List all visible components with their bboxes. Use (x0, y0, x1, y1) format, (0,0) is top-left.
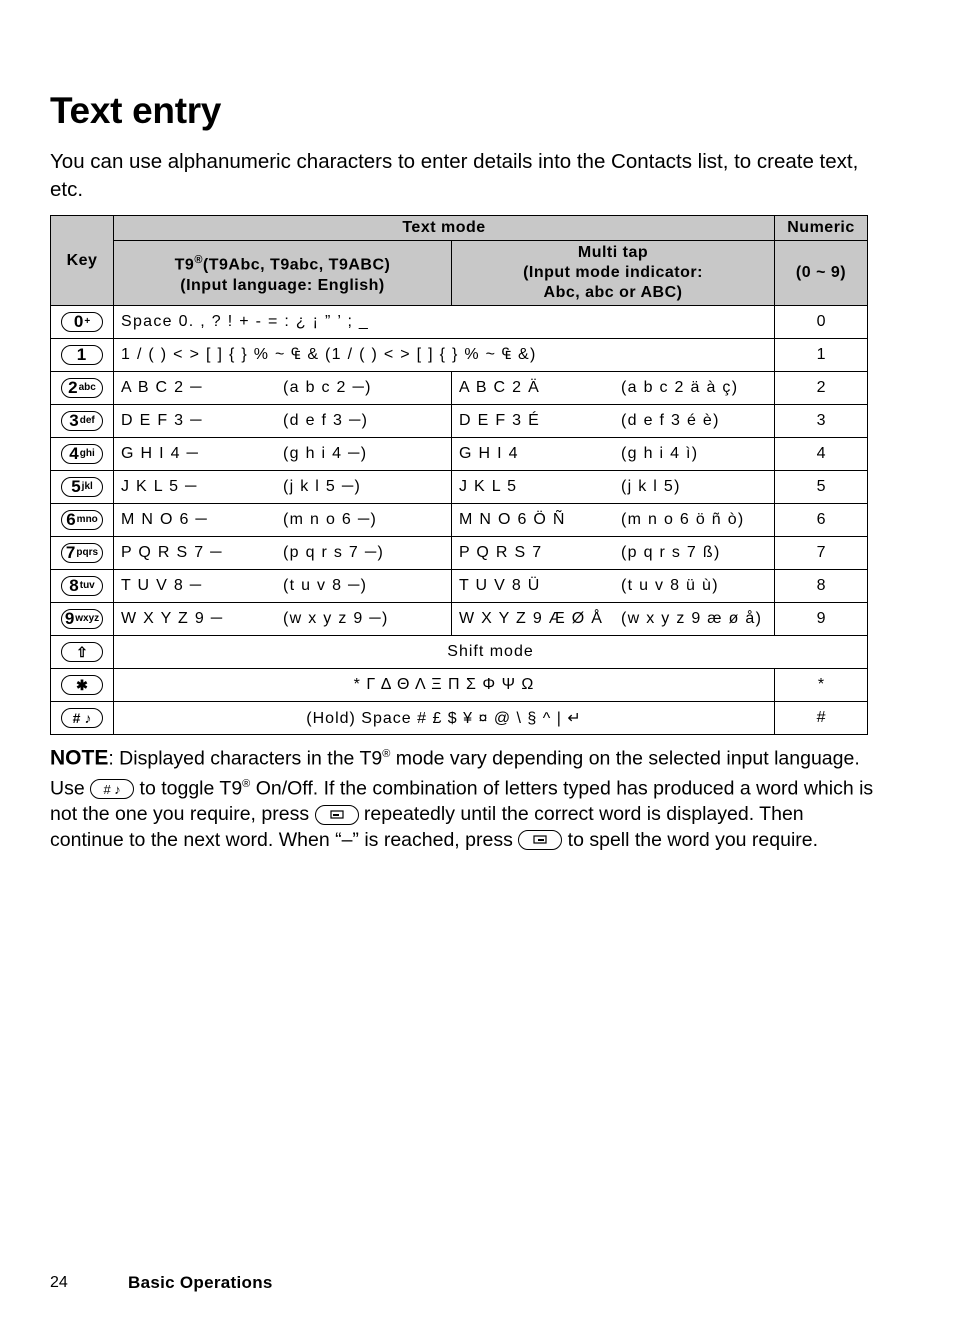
key-1-icon: 1 (61, 345, 103, 365)
key-9-icon: 9 wxyz (61, 609, 103, 629)
header-multitap: Multi tap (Input mode indicator: Abc, abc or ABC) (452, 241, 775, 306)
key-2-icon: 2 abc (61, 378, 103, 398)
intro-paragraph: You can use alphanumeric characters to enter details into the Contacts list, to create text, etc. (50, 150, 859, 201)
table-row (51, 339, 868, 372)
star-key-icon: ✱ (61, 675, 103, 695)
note-label: NOTE (50, 746, 109, 770)
key-4-icon: 4 ghi (61, 444, 103, 464)
section-title: Basic Operations (128, 1273, 273, 1292)
note-block: NOTE: Displayed characters in the T9® mode vary depending on the selected input language. Use # ♪ to toggle T9® On/Off. If the combination of letters typed has produced a word which is not the one you require, press repeatedly until the correct word is displayed. Then continue to the next word. When “–” is reached, press to spell the word you require. (50, 746, 874, 851)
page-title: Text entry (50, 90, 222, 131)
table-row (51, 636, 868, 669)
softkey-icon (518, 830, 562, 850)
row-0-numeric: 0 (775, 306, 868, 339)
hash-row-chars: (Hold) Space # £ $ ¥ ¤ @ \ § ^ | ↵ (114, 702, 775, 735)
table-row: 8 tuv T U V 8 ─ (t u v 8 ─) T U V 8 Ü (t u v 8 ü ù) 8 (51, 570, 868, 603)
row-1-chars: 1 / ( ) < > [ ] { } % ~ ₠ & (1 / ( ) < > [ ] { } % ~ ₠ &) (114, 339, 775, 372)
softkey-icon (315, 805, 359, 825)
header-t9: T9®(T9Abc, T9abc, T9ABC) (Input language: English) (114, 241, 452, 306)
table-row: 2 abc A B C 2 ─ (a b c 2 ─) A B C 2 Ä (a b c 2 ä à ç) 2 (51, 372, 868, 405)
table-row (51, 306, 868, 339)
page-number: 24 (50, 1274, 68, 1291)
table-row: 5 jkl J K L 5 ─ (j k l 5 ─) J K L 5 (j k l 5) 5 (51, 471, 868, 504)
header-text-mode: Text mode (114, 216, 775, 241)
key-6-icon: 6 mno (61, 510, 103, 530)
table-row: ✱ * Γ Δ Θ Λ Ξ Π Σ Φ Ψ Ω * (51, 669, 868, 702)
key-5-icon: 5 jkl (61, 477, 103, 497)
text-entry-table (50, 215, 868, 735)
row-0-chars: Space 0. , ? ! + - = : ¿ ¡ ” ’ ; _ (114, 306, 775, 339)
header-numeric-range: (0 ~ 9) (775, 241, 868, 306)
shift-key-icon: ⇧ (61, 642, 103, 662)
key-8-icon: 8 tuv (61, 576, 103, 596)
table-row: # ♪ (Hold) Space # £ $ ¥ ¤ @ \ § ^ | ↵ # (51, 702, 868, 735)
star-row-chars: * Γ Δ Θ Λ Ξ Π Σ Φ Ψ Ω (114, 669, 775, 702)
table-row: 9 wxyz W X Y Z 9 ─ (w x y z 9 ─) W X Y Z 9 Æ Ø Å (w x y z 9 æ ø å) 9 (51, 603, 868, 636)
hash-key-icon: # ♪ (90, 779, 134, 799)
hash-key-icon: # ♪ (61, 708, 103, 728)
key-7-icon: 7 pqrs (61, 543, 103, 563)
shift-mode-text: Shift mode (114, 636, 868, 669)
header-numeric: Numeric (775, 216, 868, 241)
header-key: Key (51, 216, 114, 306)
table-row: 7 pqrs P Q R S 7 ─ (p q r s 7 ─) P Q R S 7 (p q r s 7 ß) 7 (51, 537, 868, 570)
key-3-icon: 3 def (61, 411, 103, 431)
key-0-icon: 0 + (61, 312, 103, 332)
table-row: 3 def D E F 3 ─ (d e f 3 ─) D E F 3 É (d e f 3 é è) 3 (51, 405, 868, 438)
table-row: 6 mno M N O 6 ─ (m n o 6 ─) M N O 6 Ö Ñ (m n o 6 ö ñ ò) 6 (51, 504, 868, 537)
row-1-numeric: 1 (775, 339, 868, 372)
table-row: 4 ghi G H I 4 ─ (g h i 4 ─) G H I 4 (g h i 4 ì) 4 (51, 438, 868, 471)
